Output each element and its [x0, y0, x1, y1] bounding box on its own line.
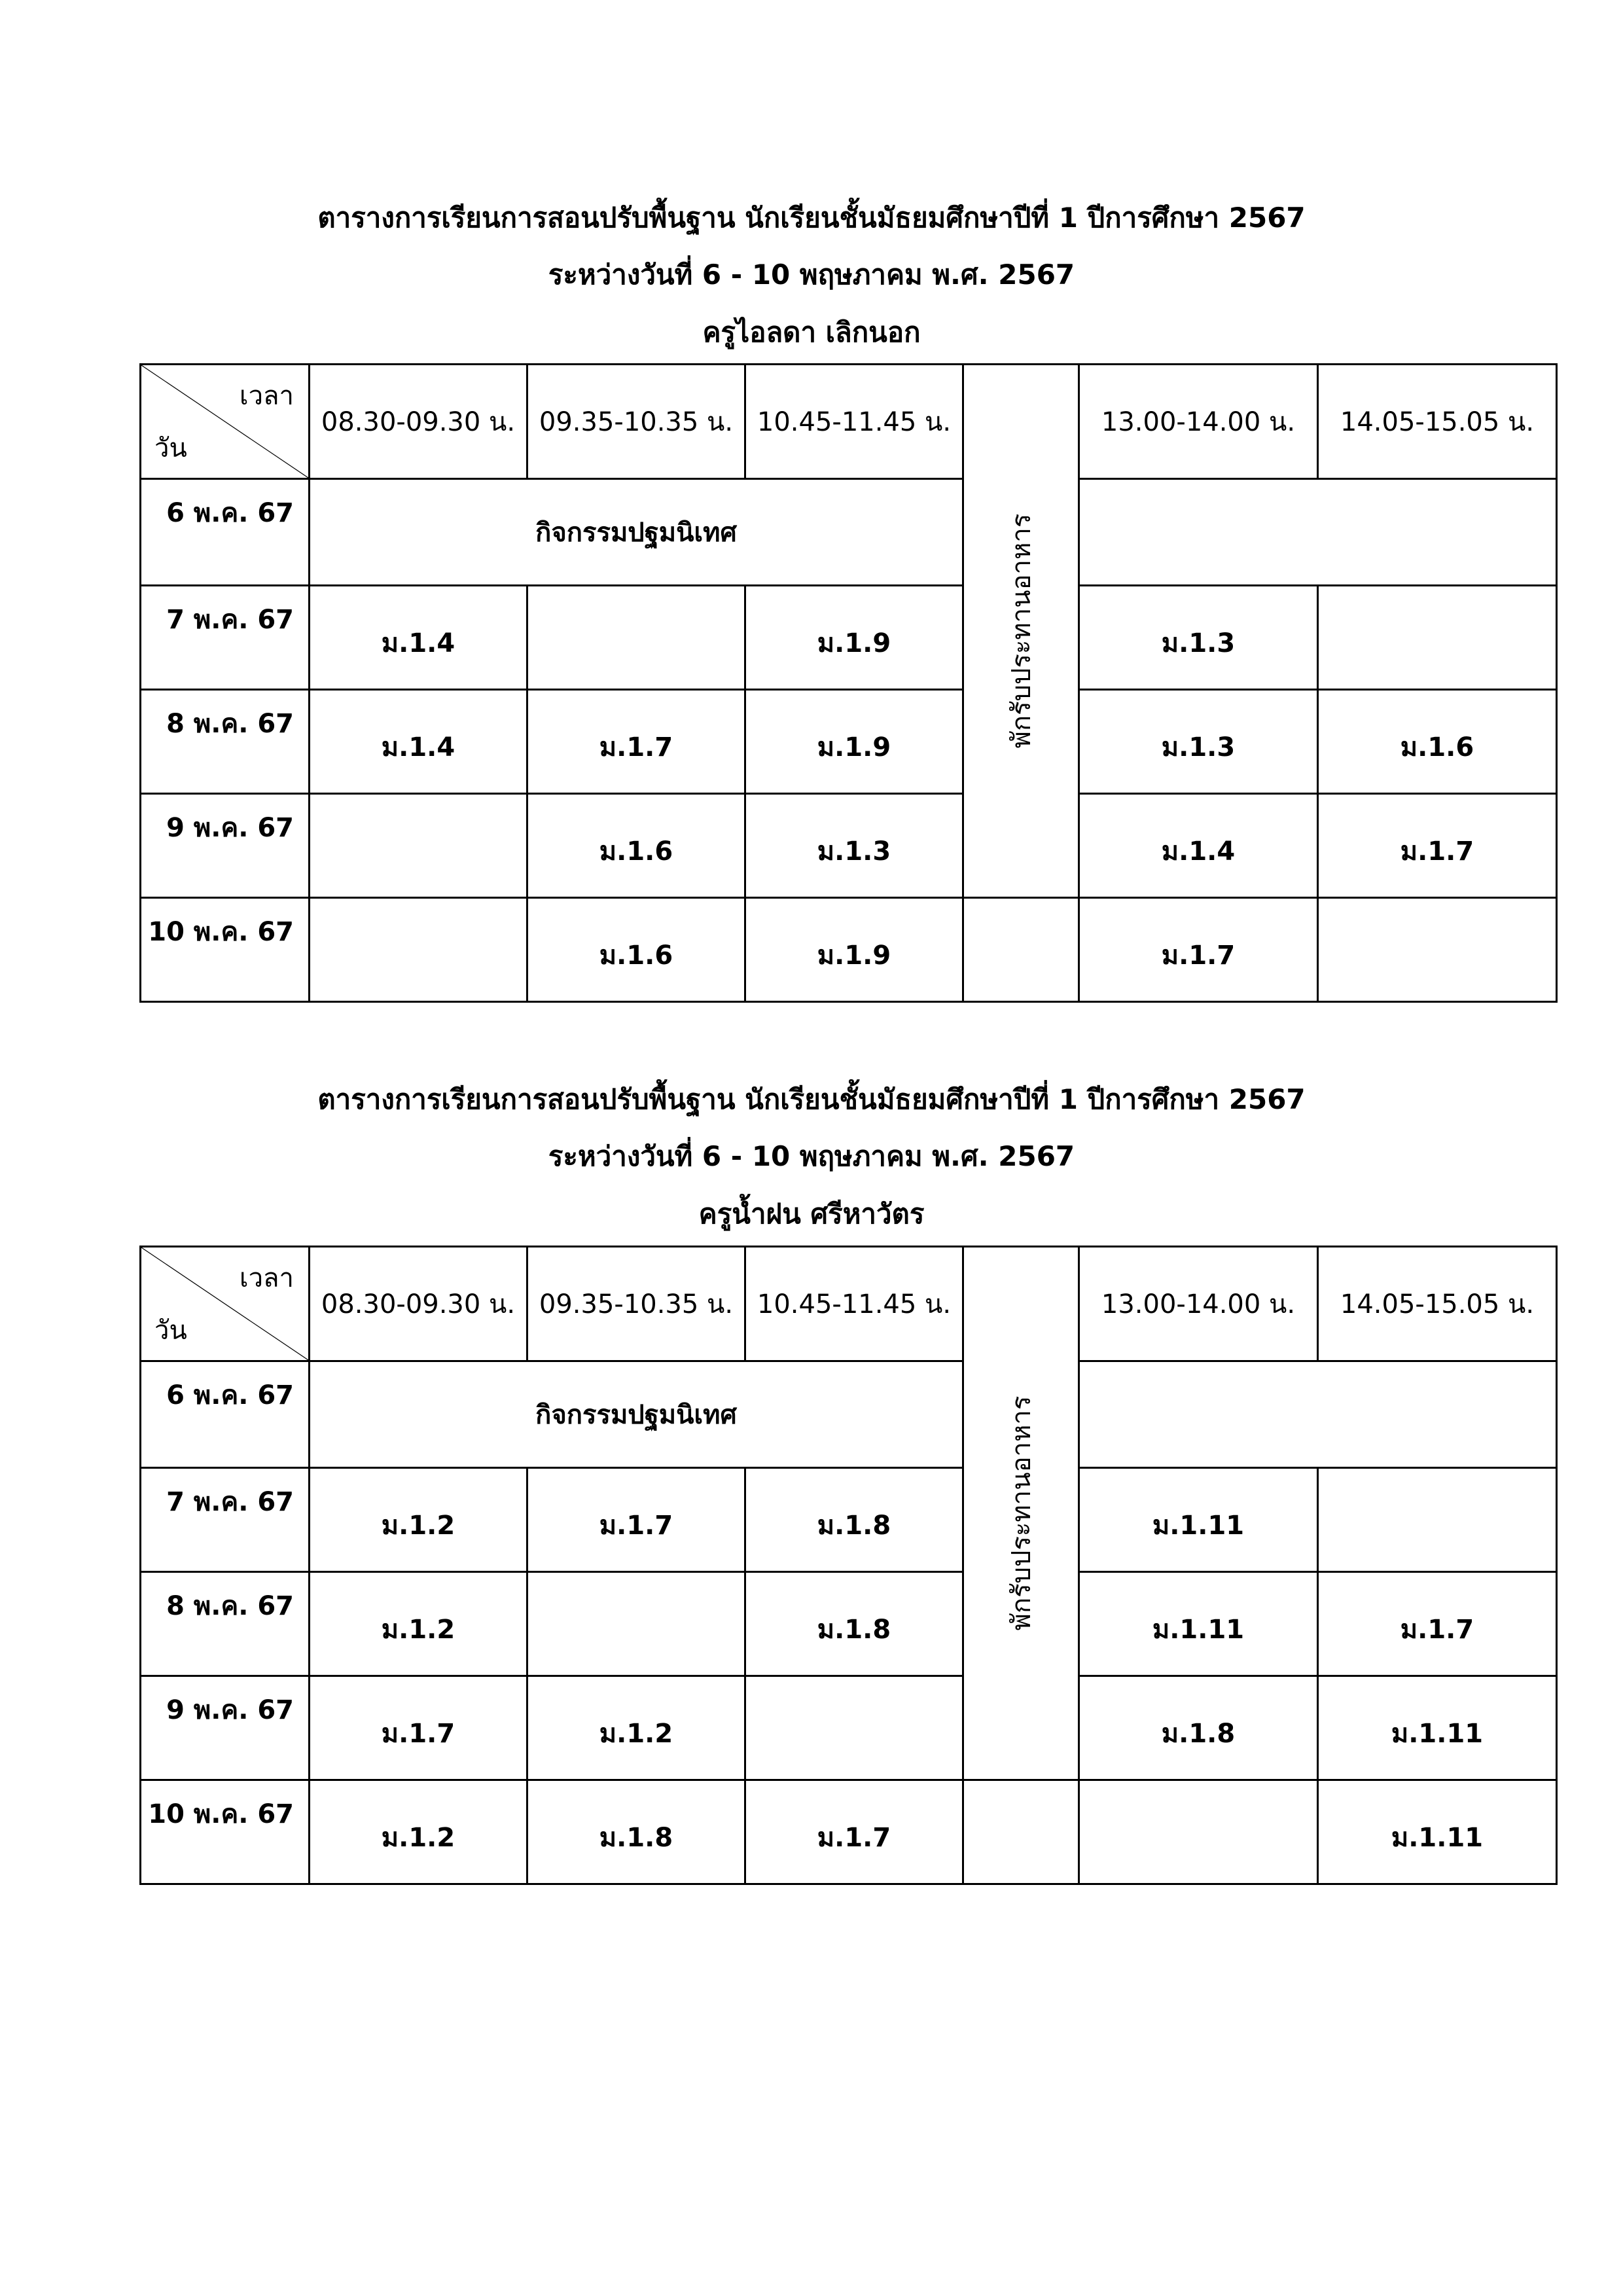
day-label: 8 พ.ค. 67	[166, 709, 294, 739]
class-cell: ม.1.2	[527, 1676, 745, 1780]
class-cell: ม.1.9	[745, 898, 963, 1002]
time-slot-4: 13.00-14.00 น.	[1079, 1247, 1318, 1361]
orientation-activity: กิจกรรมปฐมนิเทศ	[310, 1361, 963, 1468]
class-cell	[310, 794, 527, 898]
day-label: 9 พ.ค. 67	[166, 1695, 294, 1725]
corner-day-label: วัน	[154, 433, 187, 463]
class-cell: ม.1.7	[527, 690, 745, 794]
class-cell: ม.1.2	[310, 1468, 527, 1572]
table-row	[141, 898, 1557, 1002]
class-cell: ม.1.7	[745, 1780, 963, 1884]
class-cell: ม.1.4	[310, 586, 527, 690]
orientation-activity: กิจกรรมปฐมนิเทศ	[310, 479, 963, 586]
class-cell: ม.1.3	[1079, 690, 1318, 794]
day-cell	[141, 1572, 310, 1676]
lunch-break-cell	[963, 1247, 1079, 1780]
time-slot-3: 10.45-11.45 น.	[745, 1247, 963, 1361]
table-row	[141, 690, 1557, 794]
corner-header	[141, 1247, 310, 1361]
table-row	[141, 1780, 1557, 1884]
header-row	[141, 1247, 1557, 1361]
schedule-date-range: ระหว่างวันที่ 6 - 10 พฤษภาคม พ.ศ. 2567	[548, 259, 1075, 291]
class-cell	[527, 1572, 745, 1676]
day-cell	[141, 586, 310, 690]
lunch-empty-cell	[963, 898, 1079, 1002]
class-cell: ม.1.8	[527, 1780, 745, 1884]
table-row	[141, 1572, 1557, 1676]
corner-time-label: เวลา	[239, 381, 294, 411]
time-slot-1: 08.30-09.30 น.	[310, 1247, 527, 1361]
teacher-name: ครูไอลดา เลิกนอก	[702, 316, 921, 348]
class-cell: ม.1.11	[1079, 1572, 1318, 1676]
day-cell	[141, 690, 310, 794]
class-cell	[1318, 586, 1557, 690]
table-row	[141, 1361, 1557, 1468]
corner-time-label: เวลา	[239, 1263, 294, 1293]
class-cell: ม.1.3	[745, 794, 963, 898]
schedule-table	[139, 363, 1558, 1003]
class-cell	[745, 1676, 963, 1780]
day-label: 9 พ.ค. 67	[166, 813, 294, 843]
time-slot-1: 08.30-09.30 น.	[310, 365, 527, 479]
class-cell: ม.1.3	[1079, 586, 1318, 690]
teacher-name: ครูน้ำฝน ศรีหาวัตร	[698, 1198, 925, 1230]
class-cell	[527, 586, 745, 690]
corner-day-label: วัน	[154, 1316, 187, 1346]
table-row	[141, 794, 1557, 898]
class-cell: ม.1.7	[1079, 898, 1318, 1002]
class-cell: ม.1.4	[310, 690, 527, 794]
time-slot-5: 14.05-15.05 น.	[1318, 365, 1557, 479]
class-cell	[1318, 1468, 1557, 1572]
class-cell: ม.1.7	[527, 1468, 745, 1572]
class-cell: ม.1.9	[745, 690, 963, 794]
day-label: 6 พ.ค. 67	[166, 1380, 294, 1410]
class-cell	[1079, 1780, 1318, 1884]
corner-header	[141, 365, 310, 479]
day-label: 7 พ.ค. 67	[166, 1487, 294, 1517]
table-row	[141, 1676, 1557, 1780]
time-slot-3: 10.45-11.45 น.	[745, 365, 963, 479]
empty-cell	[1079, 1361, 1557, 1468]
lunch-break-label: พักรับประทานอาหาร	[1007, 1395, 1037, 1631]
class-cell: ม.1.2	[310, 1572, 527, 1676]
time-slot-5: 14.05-15.05 น.	[1318, 1247, 1557, 1361]
class-cell: ม.1.7	[310, 1676, 527, 1780]
schedule-title: ตารางการเรียนการสอนปรับพื้นฐาน นักเรียนชั้นมัธยมศึกษาปีที่ 1 ปีการศึกษา 2567	[317, 1083, 1306, 1115]
class-cell: ม.1.6	[527, 898, 745, 1002]
day-label: 8 พ.ค. 67	[166, 1591, 294, 1621]
time-slot-2: 09.35-10.35 น.	[527, 365, 745, 479]
day-label: 7 พ.ค. 67	[166, 605, 294, 635]
day-label: 10 พ.ค. 67	[148, 917, 294, 947]
day-cell	[141, 1676, 310, 1780]
table-row	[141, 1468, 1557, 1572]
class-cell: ม.1.4	[1079, 794, 1318, 898]
class-cell: ม.1.2	[310, 1780, 527, 1884]
lunch-empty-cell	[963, 1780, 1079, 1884]
class-cell	[310, 898, 527, 1002]
class-cell: ม.1.11	[1318, 1780, 1557, 1884]
day-label: 10 พ.ค. 67	[148, 1799, 294, 1829]
table-row	[141, 479, 1557, 586]
class-cell: ม.1.7	[1318, 1572, 1557, 1676]
schedule-date-range: ระหว่างวันที่ 6 - 10 พฤษภาคม พ.ศ. 2567	[548, 1140, 1075, 1172]
day-cell	[141, 479, 310, 586]
lunch-break-cell	[963, 365, 1079, 898]
lunch-break-label: พักรับประทานอาหาร	[1007, 513, 1037, 749]
day-cell	[141, 1780, 310, 1884]
schedule-title: ตารางการเรียนการสอนปรับพื้นฐาน นักเรียนชั้นมัธยมศึกษาปีที่ 1 ปีการศึกษา 2567	[317, 202, 1306, 234]
class-cell: ม.1.8	[1079, 1676, 1318, 1780]
day-cell	[141, 1361, 310, 1468]
class-cell: ม.1.11	[1318, 1676, 1557, 1780]
day-cell	[141, 794, 310, 898]
class-cell: ม.1.9	[745, 586, 963, 690]
schedule-table	[139, 1246, 1558, 1885]
class-cell: ม.1.8	[745, 1468, 963, 1572]
time-slot-4: 13.00-14.00 น.	[1079, 365, 1318, 479]
empty-cell	[1079, 479, 1557, 586]
class-cell	[1318, 898, 1557, 1002]
class-cell: ม.1.8	[745, 1572, 963, 1676]
day-label: 6 พ.ค. 67	[166, 498, 294, 528]
class-cell: ม.1.6	[1318, 690, 1557, 794]
day-cell	[141, 1468, 310, 1572]
header-row	[141, 365, 1557, 479]
class-cell: ม.1.11	[1079, 1468, 1318, 1572]
time-slot-2: 09.35-10.35 น.	[527, 1247, 745, 1361]
class-cell: ม.1.7	[1318, 794, 1557, 898]
table-row	[141, 586, 1557, 690]
class-cell: ม.1.6	[527, 794, 745, 898]
day-cell	[141, 898, 310, 1002]
